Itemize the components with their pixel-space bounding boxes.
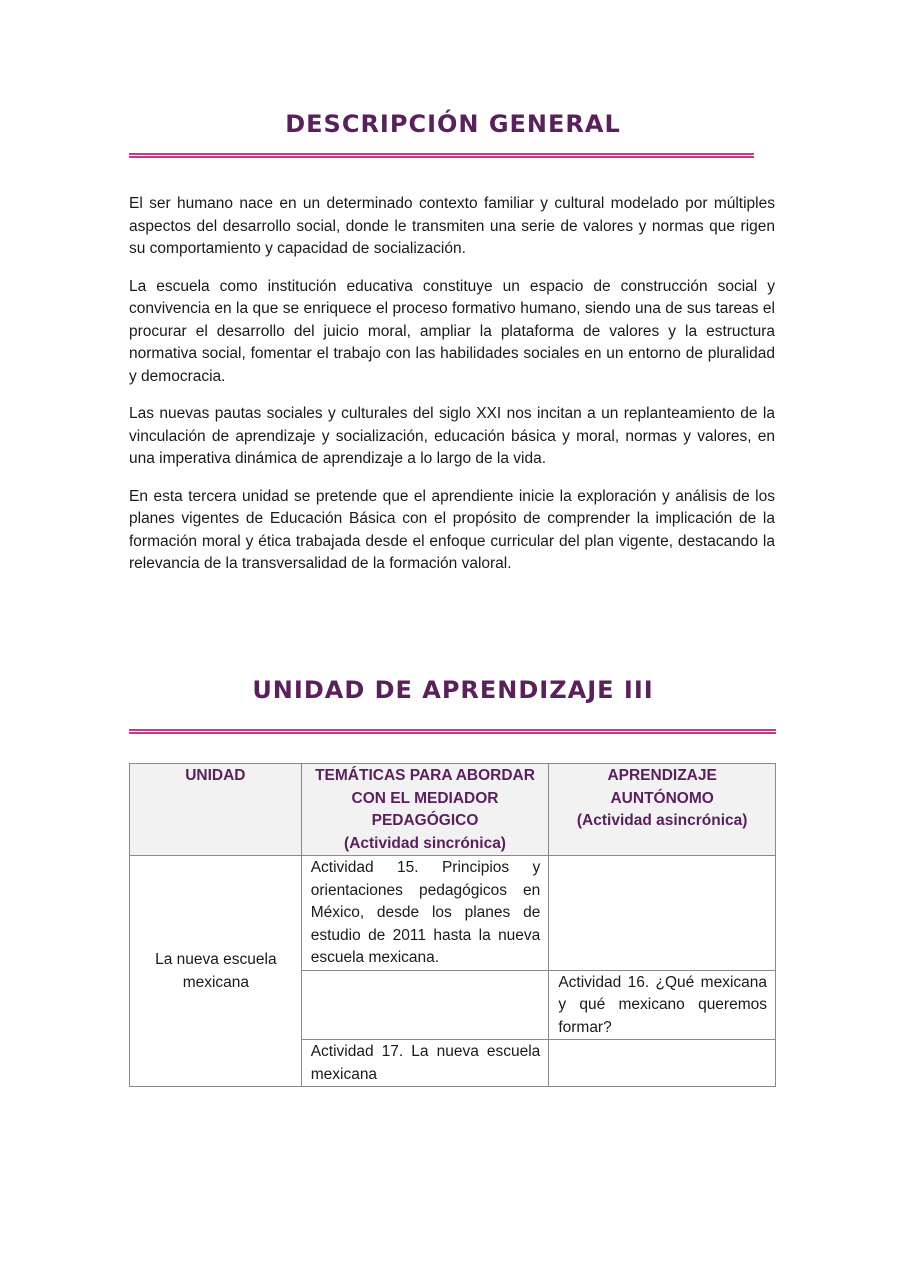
sync-activity-cell: Actividad 17. La nueva escuela mexicana [301,1040,549,1087]
learning-unit-table [129,763,776,1087]
paragraph: En esta tercera unidad se pretende que el aprendiente inicie la exploración y análisis de los planes vigentes de Educación Básica con el propósito de comprender la implicación de la formación moral y ética trabajada desde el enfoque curricular del plan vigente, destacando la relevancia de la transversalidad de la formación valoral. [129,487,775,572]
header-aprendizaje-title: APRENDIZAJE AUNTÓNOMO [607,767,717,807]
header-tematicas-title: TEMÁTICAS PARA ABORDAR CON EL MEDIADOR PEDAGÓGICO [315,767,535,829]
header-tematicas [301,764,549,856]
table-header-row [130,764,776,856]
sync-activity-cell: Actividad 15. Principios y orientaciones pedagógicos en México, desde los planes de estudio de 2011 hasta la nueva escuela mexicana. [301,856,549,971]
unit-name-cell: La nueva escuela mexicana [130,856,302,1087]
header-unidad: UNIDAD [130,764,302,856]
paragraph: Las nuevas pautas sociales y culturales del siglo XXI nos incitan a un replanteamiento de la vinculación de aprendizaje y socialización, educación básica y moral, normas y valores, en una imperativa dinámica de aprendizaje a lo largo de la vida. [129,405,775,467]
section-title-unidad: UNIDAD DE APRENDIZAJE III [252,676,654,704]
title-divider [129,729,776,734]
header-aprendizaje [549,764,776,856]
async-activity-cell: Actividad 16. ¿Qué mexicana y qué mexicano queremos formar? [549,970,776,1040]
section-title-descripcion: DESCRIPCIÓN GENERAL [285,110,621,138]
title-divider [129,153,754,158]
async-activity-cell [549,1040,776,1087]
paragraph: La escuela como institución educativa constituye un espacio de construcción social y convivencia en la que se enriquece el proceso formativo humano, siendo una de sus tareas el procurar el desarrollo del juicio moral, ampliar la plataforma de valores y la estructura normativa social, fomentar el trabajo con las habilidades sociales en un entorno de pluralidad y democracia. [129,277,775,385]
header-aprendizaje-subtitle: (Actividad asincrónica) [576,812,748,829]
paragraph: El ser humano nace en un determinado contexto familiar y cultural modelado por múltiples aspectos del desarrollo social, donde le transmiten una serie de valores y normas que rigen su comportamiento y capacidad de socialización. [129,195,775,257]
header-tematicas-subtitle: (Actividad sincrónica) [344,834,506,852]
async-activity-cell [549,856,776,971]
table-row [130,856,776,971]
sync-activity-cell [301,970,549,1040]
description-body [129,193,775,591]
